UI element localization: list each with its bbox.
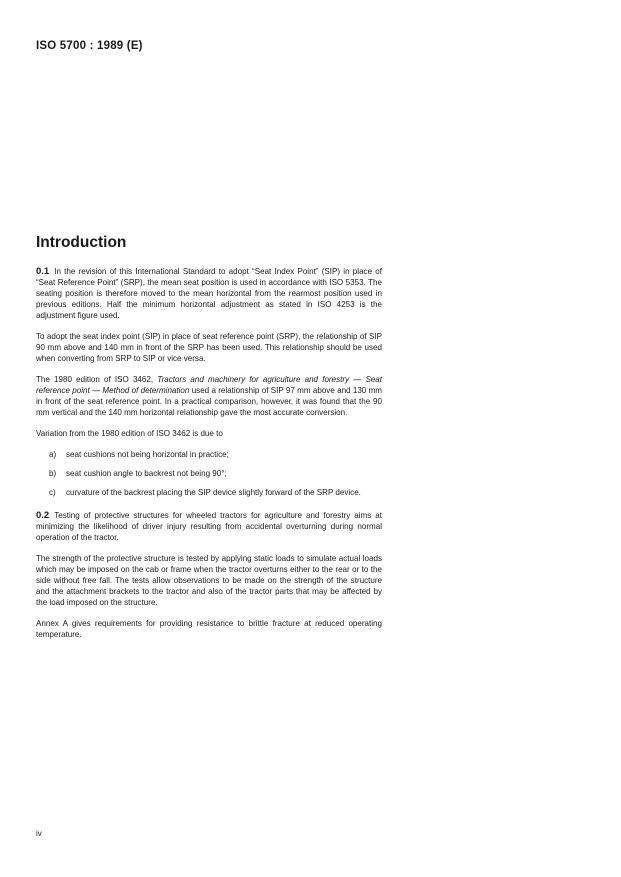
variation-list (36, 449, 382, 498)
section-title: Introduction (36, 234, 127, 251)
page-number: iv (36, 829, 42, 838)
clause-0-2-paragraph-3: Annex A gives requirements for providing resistance to brittle fracture at reduced operating temperature. (36, 619, 382, 639)
list-item-text: seat cushion angle to backrest not being 90°; (66, 469, 227, 478)
clause-0-1-paragraph-3 (36, 374, 382, 418)
standard-title-reference: Tractors and machinery for agriculture and forestry — Seat reference point — Method of determination (36, 375, 382, 395)
list-item (36, 449, 382, 460)
clause-number-0-1: 0.1 (36, 266, 50, 277)
clause-0-1-paragraph-3-lead: The 1980 edition of ISO 3462, (36, 375, 158, 384)
list-item-marker: b) (49, 469, 57, 478)
list-item-marker: c) (49, 488, 56, 497)
clause-number-0-2: 0.2 (36, 510, 50, 521)
clause-0-1-paragraph-3-tail: used a relationship of SIP 97 mm above and 130 mm in front of the seat reference point. In a practical comparison, however, it was found that the 90 mm vertical and the 140 mm horizontal relationship gave the most accurate conversion. (36, 386, 382, 417)
clause-0-1-paragraph-4: Variation from the 1980 edition of ISO 3462 is due to (36, 429, 223, 438)
section-body (36, 266, 382, 650)
clause-0-2-paragraph-1 (36, 510, 382, 543)
list-item-text: curvature of the backrest placing the SIP device slightly forward of the SRP device. (66, 488, 361, 497)
clause-0-2-paragraph-1-text: Testing of protective structures for wheeled tractors for agriculture and forestry aims at minimizing the likelihood of driver injury resulting from accidental overturning during normal operation of the tractor. (36, 511, 382, 542)
clause-0-1-paragraph-2: To adopt the seat index point (SIP) in place of seat reference point (SRP), the relationship of SIP 90 mm above and 140 mm in front of the SRP has been used. This relationship should be used when converting from SRP to SIP or vice versa. (36, 332, 382, 363)
clause-0-2-paragraph-2: The strength of the protective structure is tested by applying static loads to simulate actual loads which may be imposed on the cab or frame when the tractor overturns either to the rear or to the side without free fall. The tests allow observations to be made on the strength of the structure and the attachment brackets to the tractor and also of the tractor parts that may be affected by the load imposed on the structure. (36, 554, 382, 607)
clause-0-1-paragraph-1 (36, 266, 382, 321)
list-item (36, 468, 382, 479)
clause-0-1-paragraph-1-text: In the revision of this International Standard to adopt “Seat Index Point” (SIP) in place of “Seat Reference Point” (SRP), the mean seat position is used in accordance with ISO 5353. The seating position is therefore moved to the mean horizontal from the rearmost position used in previous editions. Half the minimum horizontal adjustment as stated in ISO 4253 is the adjustment figure used. (36, 267, 382, 320)
list-item-text: seat cushions not being horizontal in practice; (66, 450, 229, 459)
list-item (36, 487, 382, 498)
list-item-marker: a) (49, 450, 57, 459)
document-header: ISO 5700 : 1989 (E) (36, 40, 143, 52)
